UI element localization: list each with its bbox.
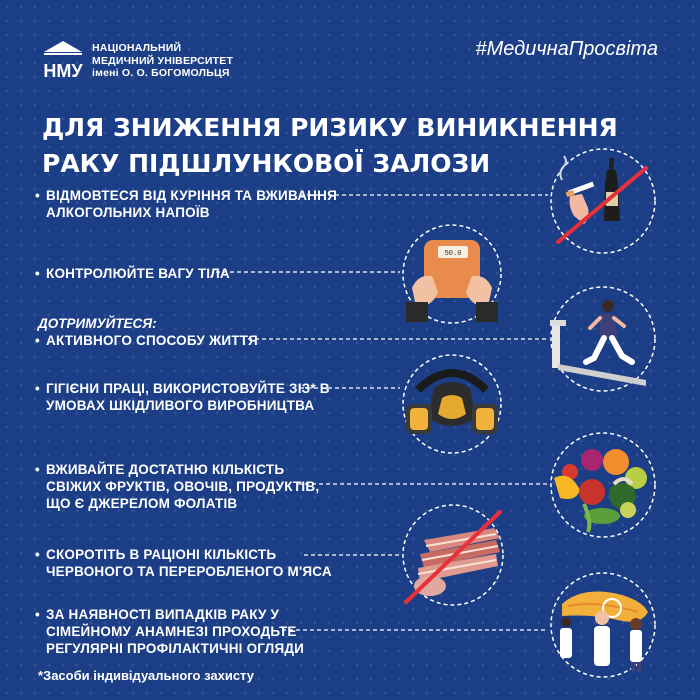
bullet: • — [35, 333, 40, 348]
respirator-mask-icon — [400, 352, 504, 456]
list-item-weight — [35, 265, 230, 282]
doctors-pancreas-icon — [548, 570, 658, 680]
bullet: • — [35, 381, 40, 396]
bullet: • — [35, 547, 40, 562]
bullet: • — [35, 188, 40, 203]
bullet: • — [35, 266, 40, 281]
university-name-line3: імені О. О. БОГОМОЛЬЦЯ — [92, 67, 230, 80]
no-red-meat-icon — [400, 502, 506, 608]
list-item-red-meat — [35, 546, 332, 580]
item-line: РЕГУЛЯРНІ ПРОФІЛАКТИЧНІ ОГЛЯДИ — [46, 641, 305, 656]
no-smoking-no-alcohol-icon — [548, 146, 658, 256]
item-line: ЩО Є ДЖЕРЕЛОМ ФОЛАТІВ — [46, 496, 238, 511]
university-name-line1: НАЦІОНАЛЬНИЙ — [92, 42, 182, 55]
treadmill-runner-icon — [548, 284, 658, 394]
university-logo — [40, 38, 233, 84]
item-line: СКОРОТІТЬ В РАЦІОНІ КІЛЬКІСТЬ — [46, 547, 277, 562]
item-line: ВІДМОВТЕСЯ ВІД КУРІННЯ ТА ВЖИВАННЯ — [46, 188, 337, 203]
list-item-work-hygiene — [35, 380, 330, 414]
item-line: КОНТРОЛЮЙТЕ ВАГУ ТІЛА — [46, 266, 230, 281]
list-item-active-lifestyle — [35, 332, 258, 349]
list-item-quit-smoking — [35, 187, 337, 221]
item-line: ЗА НАЯВНОСТІ ВИПАДКІВ РАКУ У — [46, 607, 280, 622]
item-line: ВЖИВАЙТЕ ДОСТАТНЮ КІЛЬКІСТЬ — [46, 462, 285, 477]
subheading: ДОТРИМУЙТЕСЯ: — [38, 316, 157, 331]
item-line: ГІГІЄНИ ПРАЦІ, ВИКОРИСТОВУЙТЕ ЗІЗ* В — [46, 381, 330, 396]
item-line: СВІЖИХ ФРУКТІВ, ОВОЧІВ, ПРОДУКТІВ, — [46, 479, 320, 494]
title-line1: ДЛЯ ЗНИЖЕННЯ РИЗИКУ ВИНИКНЕННЯ — [42, 113, 618, 142]
logo-letters: НМУ — [43, 61, 83, 81]
university-logo-icon — [40, 38, 86, 84]
university-name-line2: МЕДИЧНИЙ УНІВЕРСИТЕТ — [92, 54, 234, 67]
fruits-vegetables-icon — [548, 430, 658, 540]
bullet: • — [35, 607, 40, 622]
bullet: • — [35, 462, 40, 477]
page-title — [42, 110, 618, 182]
list-item-fruits-vegetables — [35, 461, 320, 512]
item-line: УМОВАХ ШКІДЛИВОГО ВИРОБНИЦТВА — [46, 398, 315, 413]
footnote: *Засоби індивідуального захисту — [38, 668, 254, 683]
item-line: АКТИВНОГО СПОСОБУ ЖИТТЯ — [46, 333, 258, 348]
hashtag: #МедичнаПросвіта — [475, 38, 658, 60]
item-line: СІМЕЙНОМУ АНАМНЕЗІ ПРОХОДЬТЕ — [46, 624, 297, 639]
scale-reading: 50.0 — [444, 250, 462, 258]
scale-icon — [400, 222, 504, 326]
item-line: ЧЕРВОНОГО ТА ПЕРЕРОБЛЕНОГО М'ЯСА — [46, 564, 332, 579]
item-line: АЛКОГОЛЬНИХ НАПОЇВ — [46, 205, 210, 220]
list-item-screening — [35, 606, 305, 657]
title-line2: РАКУ ПІДШЛУНКОВОЇ ЗАЛОЗИ — [42, 149, 491, 178]
